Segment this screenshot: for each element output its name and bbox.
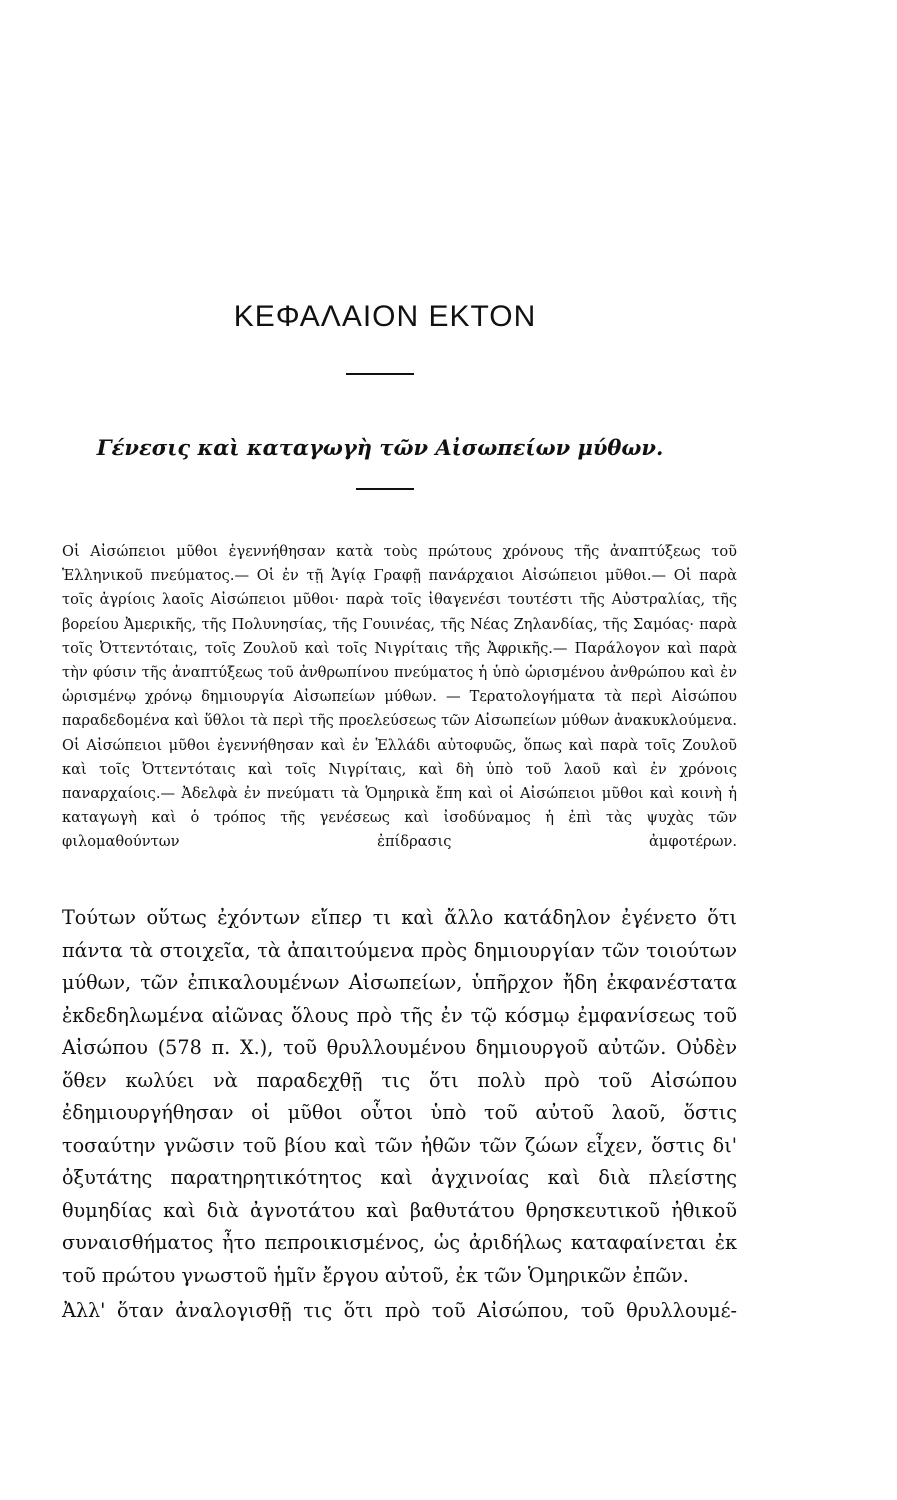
summary-paragraph: Οἱ Αἰσώπειοι μῦθοι ἐγεννήθησαν κατὰ τοὺς πρώτους χρόνους τῆς ἀναπτύξεως τοῦ Ἑλληνικοῦ πνεύματος.— Οἱ ἐν τῇ Ἁγίᾳ Γραφῇ πανάρχαιοι Αἰσώπειοι μῦθοι.— Οἱ παρὰ τοῖς ἀγρίοις λαοῖς Αἰσώπειοι μῦθοι· παρὰ τοῖς ἰθαγενέσι τουτέστι τῆς Αὐστραλίας, τῆς βορείου Ἀμερικῆς, τῆς Πολυνησίας, τῆς Γουινέας, τῆς Νέας Ζηλανδίας, τῆς Σαμόας· παρὰ τοῖς Ὀττεντόταις, τοῖς Ζουλοῦ καὶ τοῖς Νιγρίταις τῆς Ἀφρικῆς.— Παράλογον καὶ παρὰ τὴν φύσιν τῆς ἀναπτύξεως τοῦ ἀνθρωπίνου πνεύματος ἡ ὑπὸ ὡρισμένου ἀνθρώπου καὶ ἐν ὡρισμένῳ χρόνῳ δημιουργία Αἰσωπείων μύθων. — Τερατολογήματα τὰ περὶ Αἰσώπου παραδεδομένα καὶ ὕθλοι τὰ περὶ τῆς προελεύσεως τῶν Αἰσωπείων μύθων ἀνακυκλούμενα. Οἱ Αἰσώπειοι μῦθοι ἐγεννήθησαν καὶ ἐν Ἑλλάδι αὐτοφυῶς, ὅπως καὶ παρὰ τοῖς Ζουλοῦ καὶ τοῖς Ὀττεντόταις καὶ τοῖς Νιγρίταις, καὶ δὴ ὑπὸ τοῦ λαοῦ καὶ ἐν χρόνοις παναρχαίοις.— Ἀδελφὰ ἐν πνεύματι τὰ Ὁμηρικὰ ἔπη καὶ οἱ Αἰσώπειοι μῦθοι καὶ κοινὴ ἡ καταγωγὴ καὶ ὁ τρόπος τῆς γενέσεως καὶ ἰσοδύναμος ἡ ἐπὶ τὰς ψυχὰς τῶν φιλομαθούντων ἐπίδρασις ἀμφοτέρων. bbox=[62, 543, 737, 851]
body-paragraph-2: Ἀλλ' ὅταν ἀναλογισθῇ τις ὅτι πρὸ τοῦ Αἰσώπου, τοῦ θρυλλουμέ- bbox=[62, 1299, 737, 1322]
chapter-title: ΚΕΦΑΛΑΙΟΝ ΕΚΤΟΝ bbox=[233, 300, 537, 334]
separator-rule-top bbox=[346, 373, 414, 375]
body-paragraph-1: Τούτων οὕτως ἐχόντων εἴπερ τι καὶ ἄλλο κατάδηλον ἐγένετο ὅτι πάντα τὰ στοιχεῖα, τὰ ἀπαιτούμενα πρὸς δημιουργίαν τῶν τοιούτων μύθων, τῶν ἐπικαλουμένων Αἰσωπείων, ὑπῆρχον ἤδη ἐκφανέστατα ἐκδεδηλωμένα αἰῶνας ὅλους πρὸ τῆς ἐν τῷ κόσμῳ ἐμφανίσεως τοῦ Αἰσώπου (578 π. Χ.), τοῦ θρυλλουμένου δημιουργοῦ αὐτῶν. Οὐδὲν ὅθεν κωλύει νὰ παραδεχθῇ τις ὅτι πολὺ πρὸ τοῦ Αἰσώπου ἐδημιουργήθησαν οἱ μῦθοι οὗτοι ὑπὸ τοῦ αὐτοῦ λαοῦ, ὅστις τοσαύτην γνῶσιν τοῦ βίου καὶ τῶν ἠθῶν τῶν ζώων εἶχεν, ὅστις δι' ὀξυτάτης παρατηρητικότητος καὶ ἀγχινοίας καὶ διὰ πλείστης θυμηδίας καὶ διὰ ἀγνοτάτου καὶ βαθυτάτου θρησκευτικοῦ ἠθικοῦ συναισθήματος ἦτο πεπροικισμένος, ὡς ἀριδήλως καταφαίνεται ἐκ τοῦ πρώτου γνωστοῦ ἡμῖν ἔργου αὐτοῦ, ἐκ τῶν Ὁμηρικῶν ἐπῶν. bbox=[62, 906, 737, 1287]
chapter-summary bbox=[62, 540, 737, 855]
body-text bbox=[62, 902, 737, 1328]
section-title: Γένεσις καὶ καταγωγὴ τῶν Αἰσωπείων μύθων. bbox=[96, 435, 664, 461]
separator-rule-bottom bbox=[356, 488, 414, 490]
